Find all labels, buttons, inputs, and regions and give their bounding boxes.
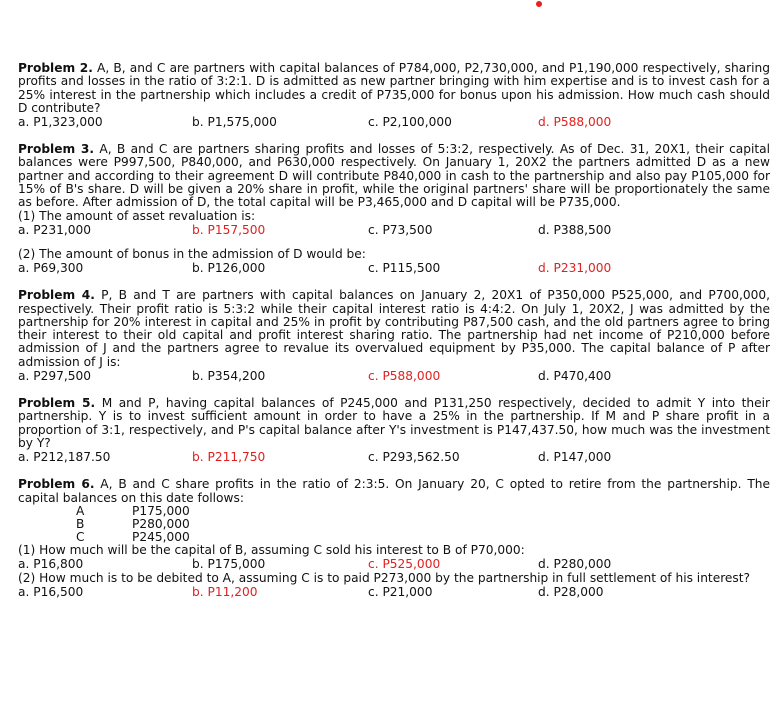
choices-row — [18, 450, 770, 465]
problem-body: M and P, having capital balances of P245,000 and P131,250 respectively, decided to admit Y into their partnership. Y is to invest sufficient amount in order to have a 25% in the partnership. If M and P share profit in a proportion of 3:1, respectively, and P's capital balance after Y's investment is P147,437.50, how much was the investment by Y? — [18, 396, 770, 450]
problem-3 — [18, 143, 770, 276]
choices-row — [18, 585, 770, 600]
choice-b-highlighted: b. P11,200 — [192, 585, 258, 600]
choice-a: a. P1,323,000 — [18, 115, 103, 130]
choice-a: a. P16,500 — [18, 585, 84, 600]
problem-2-text — [18, 62, 770, 115]
choice-a: a. P69,300 — [18, 261, 84, 276]
partner-name: A — [76, 503, 85, 518]
choice-b: b. P354,200 — [192, 369, 266, 384]
choice-d: d. P388,500 — [538, 222, 612, 237]
problem-5 — [18, 397, 770, 465]
problem-4 — [18, 289, 770, 384]
table-row — [76, 518, 190, 531]
table-row — [76, 531, 190, 544]
question-2: (2) How much is to be debited to A, assuming C is to paid P273,000 by the partnership in full settlement of his interest? — [18, 571, 751, 586]
question-2: (2) The amount of bonus in the admission of D would be: — [18, 246, 366, 261]
question-1: (1) The amount of asset revaluation is: — [18, 208, 256, 223]
problem-2 — [18, 62, 770, 130]
choices-row — [18, 557, 770, 572]
choice-a: a. P16,800 — [18, 557, 84, 572]
problem-label: Problem 5. — [18, 396, 96, 411]
choices-row — [18, 223, 770, 238]
choice-d: d. P470,400 — [538, 369, 612, 384]
table-row — [76, 505, 190, 518]
problem-3-text — [18, 143, 770, 209]
choices-row — [18, 369, 770, 384]
choice-c: c. P115,500 — [368, 261, 441, 276]
choice-b: b. P175,000 — [192, 557, 266, 572]
choice-b: b. P126,000 — [192, 261, 266, 276]
problem-4-text — [18, 289, 770, 369]
problem-6-text — [18, 478, 770, 505]
choice-d: d. P147,000 — [538, 450, 612, 465]
choice-c: c. P21,000 — [368, 585, 433, 600]
capital-balances-table — [76, 505, 190, 544]
partner-name: C — [76, 529, 85, 544]
choice-d-highlighted: d. P231,000 — [538, 261, 612, 276]
problem-body: A, B and C share profits in the ratio of 2:3:5. On January 20, C opted to retire from the partnership. The capital balances on this date follows: — [18, 477, 770, 505]
choice-b-highlighted: b. P157,500 — [192, 222, 266, 237]
choice-b-highlighted: b. P211,750 — [192, 450, 266, 465]
red-dot-marker — [536, 1, 542, 7]
question-1: (1) How much will be the capital of B, assuming C sold his interest to B of P70,000: — [18, 542, 525, 557]
capital-amount: P175,000 — [132, 503, 190, 518]
problem-body: P, B and T are partners with capital balances on January 2, 20X1 of P350,000 P525,000, and P700,000, respectively. Their profit ratio is 5:3:2 while their capital interest ratio is 4:4:2. On July 1, 20X2, J was admitted by the partnership for 20% interest in capital and 25% in profit by contributing P87,500 cash, and the old partners agree to bring their interest to their old capital and profit interest sharing ratio. The partnership had net income of P210,000 before admission of J and the partners agree to revalue its overvalued equipment by P35,000. The capital balance of P after admission of J is: — [18, 288, 770, 369]
choice-a: a. P212,187.50 — [18, 450, 111, 465]
choice-c-highlighted: c. P588,000 — [368, 369, 441, 384]
problem-body: A, B, and C are partners with capital balances of P784,000, P2,730,000, and P1,190,000 respectively, sharing profits and losses in the ratio of 3:2:1. D is admitted as new partner bringing with him expertise and is to invest cash for a 25% interest in the partnership which includes a credit of P735,000 for bonus upon his admission. How much cash should D contribute? — [18, 61, 771, 115]
choice-c: c. P293,562.50 — [368, 450, 460, 465]
problem-label: Problem 4. — [18, 288, 95, 303]
choice-c-highlighted: c. P525,000 — [368, 557, 441, 572]
choices-row — [18, 115, 770, 130]
problem-label: Problem 3. — [18, 142, 95, 157]
partner-name: B — [76, 516, 85, 531]
problem-label: Problem 6. — [18, 477, 95, 492]
choice-a: a. P297,500 — [18, 369, 91, 384]
problem-body: A, B and C are partners sharing profits and losses of 5:3:2, respectively. As of Dec. 31, 20X1, their capital balances were P997,500, P840,000, and P630,000 respectively. On January 1, 20X2 the partners admitted D as a new partner and according to their agreement D will contribute P840,000 in cash to the partnership and also pay P105,000 for 15% of B's share. D will be given a 20% share in profit, while the original partners' share will be proportionately the same as before. After admission of D, the total capital will be P3,465,000 and D capital will be P735,000. — [18, 142, 770, 210]
capital-amount: P245,000 — [132, 529, 190, 544]
problem-label: Problem 2. — [18, 61, 93, 75]
choice-a: a. P231,000 — [18, 222, 91, 237]
capital-amount: P280,000 — [132, 516, 190, 531]
choice-c: c. P73,500 — [368, 222, 433, 237]
choice-b: b. P1,575,000 — [192, 115, 277, 130]
choice-d: d. P280,000 — [538, 557, 612, 572]
choice-d: d. P28,000 — [538, 585, 604, 600]
choice-d-highlighted: d. P588,000 — [538, 115, 612, 130]
choices-row — [18, 261, 770, 276]
problem-sheet — [18, 62, 770, 613]
problem-6 — [18, 478, 770, 600]
problem-5-text — [18, 397, 770, 450]
choice-c: c. P2,100,000 — [368, 115, 452, 130]
